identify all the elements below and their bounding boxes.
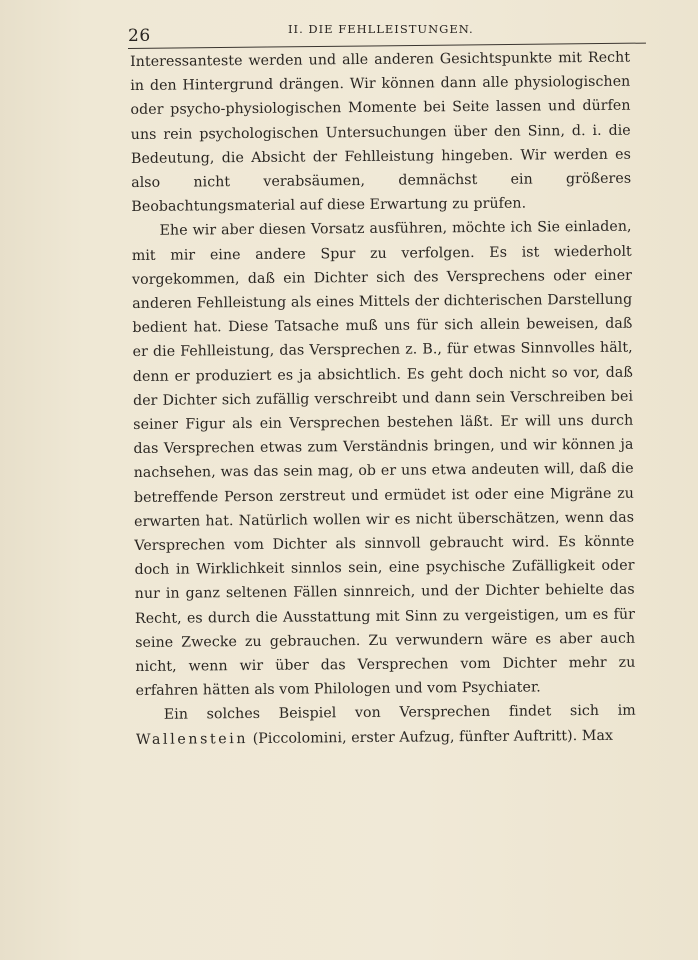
running-head: II. DIE FEHLLEISTUNGEN. bbox=[288, 22, 474, 36]
page-number: 26 bbox=[128, 26, 151, 46]
page-body bbox=[130, 46, 636, 752]
paragraph-1: Interessanteste werden und alle anderen Gesichtspunkte mit Recht in den Hintergrund drängen. Wir können dann alle physiologischen oder psycho-physiologischen Momente bei Seite lassen und dürfen uns rein psychologischen Untersuchungen über den Sinn, d. i. die Bedeutung, die Absicht der Fehlleistung hingeben. Wir werden es also nicht verabsäumen, demnächst ein größeres Beobachtungsmaterial auf diese Erwartung zu prüfen. bbox=[130, 49, 632, 216]
paragraph-3 bbox=[136, 699, 636, 752]
paragraph-2: Ehe wir aber diesen Vorsatz ausführen, möchte ich Sie einladen, mit mir eine andere Spur zu verfolgen. Es ist wiederholt vorgekommen, daß ein Dichter sich des Versprechens oder einer anderen Fehlleistung als eines Mittels der dichterischen Darstellung bedient hat. Diese Tatsache muß uns für sich allein beweisen, daß er die Fehlleistung, das Versprechen z. B., für etwas Sinnvolles hält, denn er produziert es ja absichtlich. Es geht doch nicht so vor, daß der Dichter sich zufällig verschreibt und dann sein Verschreiben bei seiner Figur als ein Versprechen bestehen läßt. Er will uns durch das Versprechen etwas zum Verständnis bringen, und wir können ja nachsehen, was das sein mag, ob er uns etwa andeuten will, daß die betreffende Person zerstreut und ermüdet ist oder eine Migräne zu erwarten hat. Natürlich wollen wir es nicht überschätzen, wenn das Versprechen vom Dichter als sinnvoll gebraucht wird. Es könnte doch in Wirklichkeit sinnlos sein, eine psychische Zufälligkeit oder nur in ganz seltenen Fällen sinnreich, und der Dichter behielte das Recht, es durch die Ausstattung mit Sinn zu vergeistigen, um es für seine Zwecke zu gebrauchen. Zu verwundern wäre es aber auch nicht, wenn wir über das Versprechen vom Dichter mehr zu erfahren hätten als vom Philologen und vom Psychiater. bbox=[131, 219, 636, 700]
paragraph-3-text-after: (Piccolomini, erster Aufzug, fünfter Auftritt). Max bbox=[248, 727, 614, 747]
paragraph-3-text-before: Ein solches Beispiel von Versprechen findet sich im bbox=[163, 703, 636, 724]
emphasized-title-wallenstein: Wallenstein bbox=[135, 730, 249, 748]
